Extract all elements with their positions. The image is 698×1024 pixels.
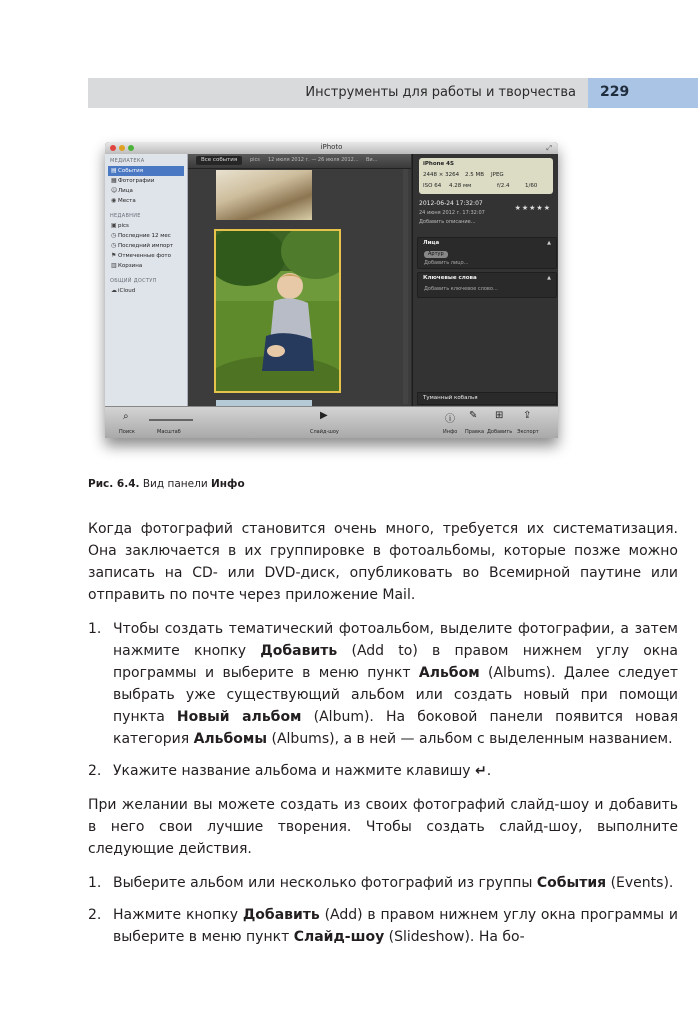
list-item (88, 904, 678, 948)
photo-browser (188, 154, 411, 406)
figure-caption (88, 478, 245, 490)
sidebar (105, 154, 188, 406)
sidebar-item-icloud[interactable]: ☁iCloud (111, 287, 136, 294)
breadcrumb-more[interactable]: Ви... (366, 157, 378, 163)
emphasis-text: Новый альбом (176, 709, 302, 725)
rating-stars[interactable]: ★★★★★ (514, 204, 551, 212)
chapter-title: Инструменты для работы и творчества (305, 85, 576, 100)
keywords-title: Ключевые слова (423, 275, 477, 281)
aperture: f/2.4 (497, 183, 510, 189)
cloud-icon: ☁ (111, 287, 117, 294)
sidebar-item-events[interactable]: ▤События (108, 166, 184, 176)
map-section (417, 392, 557, 405)
window-titlebar (105, 142, 558, 154)
list-text: (Album). На боковой панели появится новая категория (113, 709, 678, 747)
zoom-label: Масштаб (157, 429, 181, 435)
faces-icon: ☺ (111, 187, 118, 194)
collapse-icon[interactable]: ▲ (547, 240, 551, 246)
sidebar-item-photos[interactable]: ▦Фотографии (111, 177, 155, 184)
fullscreen-icon[interactable]: ⤢ (546, 144, 552, 152)
photo-thumbnail-selected[interactable] (214, 229, 341, 393)
exif-box (419, 158, 553, 194)
caption-label: Рис. 6.4. (88, 478, 140, 490)
emphasis-text: События (536, 875, 607, 891)
list-number: 2. (88, 907, 102, 923)
sidebar-item-places[interactable]: ◉ Места (111, 197, 136, 204)
paragraph: Когда фотографий становится очень много, требуется их систематизация. Она заключается в их группировке в фотоальбомы, которые позже можно записать на CD- или DVD-диск, опубликовать во Всемирной паутине или отправить по почте через приложение Mail. (88, 521, 678, 603)
emphasis-text: Слайд-шоу (293, 929, 385, 945)
emphasis-text: ↵ (475, 763, 487, 779)
camera-model: iPhone 4S (423, 161, 454, 167)
iso: ISO 64 (423, 183, 442, 189)
photo-date: 2012-06-24 17:32:07 (419, 200, 483, 207)
collapse-icon[interactable]: ▲ (547, 275, 551, 281)
search-icon[interactable]: ⌕ (123, 411, 129, 422)
share-icon[interactable]: ⇪ (523, 410, 532, 421)
all-events-button[interactable]: Все события (196, 156, 242, 165)
emphasis-text: Добавить (260, 643, 338, 659)
places-icon: ◉ (111, 197, 117, 204)
edit-label: Правка (465, 429, 485, 435)
paragraph: При желании вы можете создать из своих фотографий слайд-шоу и добавить в него свои лучшие творения. Чтобы создать слайд-шоу, выполните следующие действия. (88, 797, 678, 857)
resolution: 2448 × 3264 (423, 172, 460, 178)
sidebar-section-shared: ОБЩИЙ ДОСТУП (110, 278, 157, 284)
photo-date-long: 24 июня 2012 г. 17:32:07 (419, 210, 485, 216)
list-text: (Albums), а в ней — альбом с выделенным названием. (267, 731, 673, 747)
emphasis-text: Добавить (242, 907, 320, 923)
list-text: (Add) в правом нижнем углу окна программы и выберите в меню пункт (113, 907, 678, 945)
add-description[interactable]: Добавить описание... (419, 219, 476, 225)
photo-boy-on-grass (216, 231, 339, 391)
emphasis-text: Альбом (418, 665, 480, 681)
caption-emphasis: Инфо (210, 478, 245, 490)
info-label: Инфо (443, 429, 458, 435)
faces-section (417, 237, 557, 269)
play-icon[interactable]: ▶ (320, 410, 328, 421)
face-tag[interactable]: Артур (424, 251, 448, 258)
photo-thumbnail-previous[interactable] (216, 170, 312, 220)
add-keyword[interactable]: Добавить ключевое слово... (424, 286, 498, 292)
list-number: 2. (88, 763, 102, 779)
list-text: (Slideshow). На бо- (384, 929, 525, 945)
list-text: Нажмите кнопку (113, 907, 243, 923)
add-face[interactable]: Добавить лицо... (424, 260, 469, 266)
window-title: iPhoto (320, 143, 343, 151)
list-number: 1. (88, 875, 102, 891)
sidebar-item-faces[interactable]: ☺Лица (111, 187, 133, 194)
focal-length: 4.28 мм (449, 183, 472, 189)
zoom-slider[interactable] (149, 419, 193, 421)
event-icon: ▣ (111, 222, 117, 229)
breadcrumb-event[interactable]: 12 июля 2012 г. — 26 июля 2012... (268, 157, 359, 163)
list-text: Укажите название альбома и нажмите клавишу (113, 763, 476, 779)
clock-icon: ◷ (111, 232, 117, 239)
list-text: (Add to) в правом нижнем углу окна программы и выберите в меню пункт (113, 643, 678, 681)
numbered-list (88, 618, 678, 782)
events-icon: ▤ (111, 167, 117, 174)
sidebar-section-library: МЕДИАТЕКА (110, 158, 145, 164)
iphoto-screenshot (105, 142, 558, 438)
sidebar-item-flagged[interactable]: ⚑ Отмеченные фото (111, 252, 172, 259)
list-number: 1. (88, 621, 102, 637)
header-title-box (88, 78, 588, 108)
file-size: 2.5 MB (465, 172, 485, 178)
numbered-list (88, 872, 678, 948)
sidebar-item-pics[interactable]: ▣pics (111, 222, 129, 229)
page-number-box (588, 78, 698, 108)
list-text: (Albums). Далее следует выбрать уже существующий альбом или создать новый при помощи пункта (113, 665, 678, 725)
shutter: 1/60 (525, 183, 538, 189)
list-text: (Events). (606, 875, 674, 891)
import-icon: ◷ (111, 242, 117, 249)
sidebar-item-last-import[interactable]: ◷ Последний импорт (111, 242, 174, 249)
trash-icon: ▥ (111, 262, 117, 269)
keywords-section (417, 272, 557, 298)
faces-title: Лица (423, 240, 440, 246)
browser-scrollbar[interactable] (403, 169, 408, 404)
slideshow-label: Слайд-шоу (310, 429, 339, 435)
list-item (88, 618, 678, 750)
body-text (88, 518, 678, 948)
file-format: JPEG (491, 172, 504, 178)
list-text: Выберите альбом или несколько фотографий из группы (113, 875, 537, 891)
sidebar-section-recent: НЕДАВНИЕ (110, 213, 141, 219)
edit-icon[interactable]: ✎ (469, 410, 478, 421)
caption-text: Вид панели (139, 478, 211, 490)
share-label: Экспорт (517, 429, 539, 435)
sidebar-item-last-12-months[interactable]: ◷ Последние 12 мес (111, 232, 171, 239)
list-item (88, 872, 678, 894)
add-icon[interactable]: ⊞ (495, 410, 504, 421)
photos-icon: ▦ (111, 177, 117, 184)
list-text: Чтобы создать тематический фотоальбом, выделите фотографии, а затем нажмите кнопку (113, 621, 678, 659)
map-title[interactable]: Туманный кобалья (423, 395, 478, 401)
running-header (88, 78, 698, 108)
flag-icon: ⚑ (111, 252, 117, 259)
sidebar-item-trash[interactable]: ▥Корзина (111, 262, 143, 269)
info-panel (412, 154, 558, 406)
list-item (88, 760, 678, 782)
bottom-toolbar (105, 406, 558, 438)
scope-bar (188, 154, 411, 169)
info-icon[interactable]: ⓘ (445, 414, 455, 425)
breadcrumb-pics[interactable]: pics (250, 157, 260, 163)
emphasis-text: Альбомы (193, 731, 268, 747)
search-label: Поиск (119, 429, 135, 435)
page-number: 229 (600, 84, 630, 100)
list-text: . (486, 763, 492, 779)
add-label: Добавить (487, 429, 513, 435)
